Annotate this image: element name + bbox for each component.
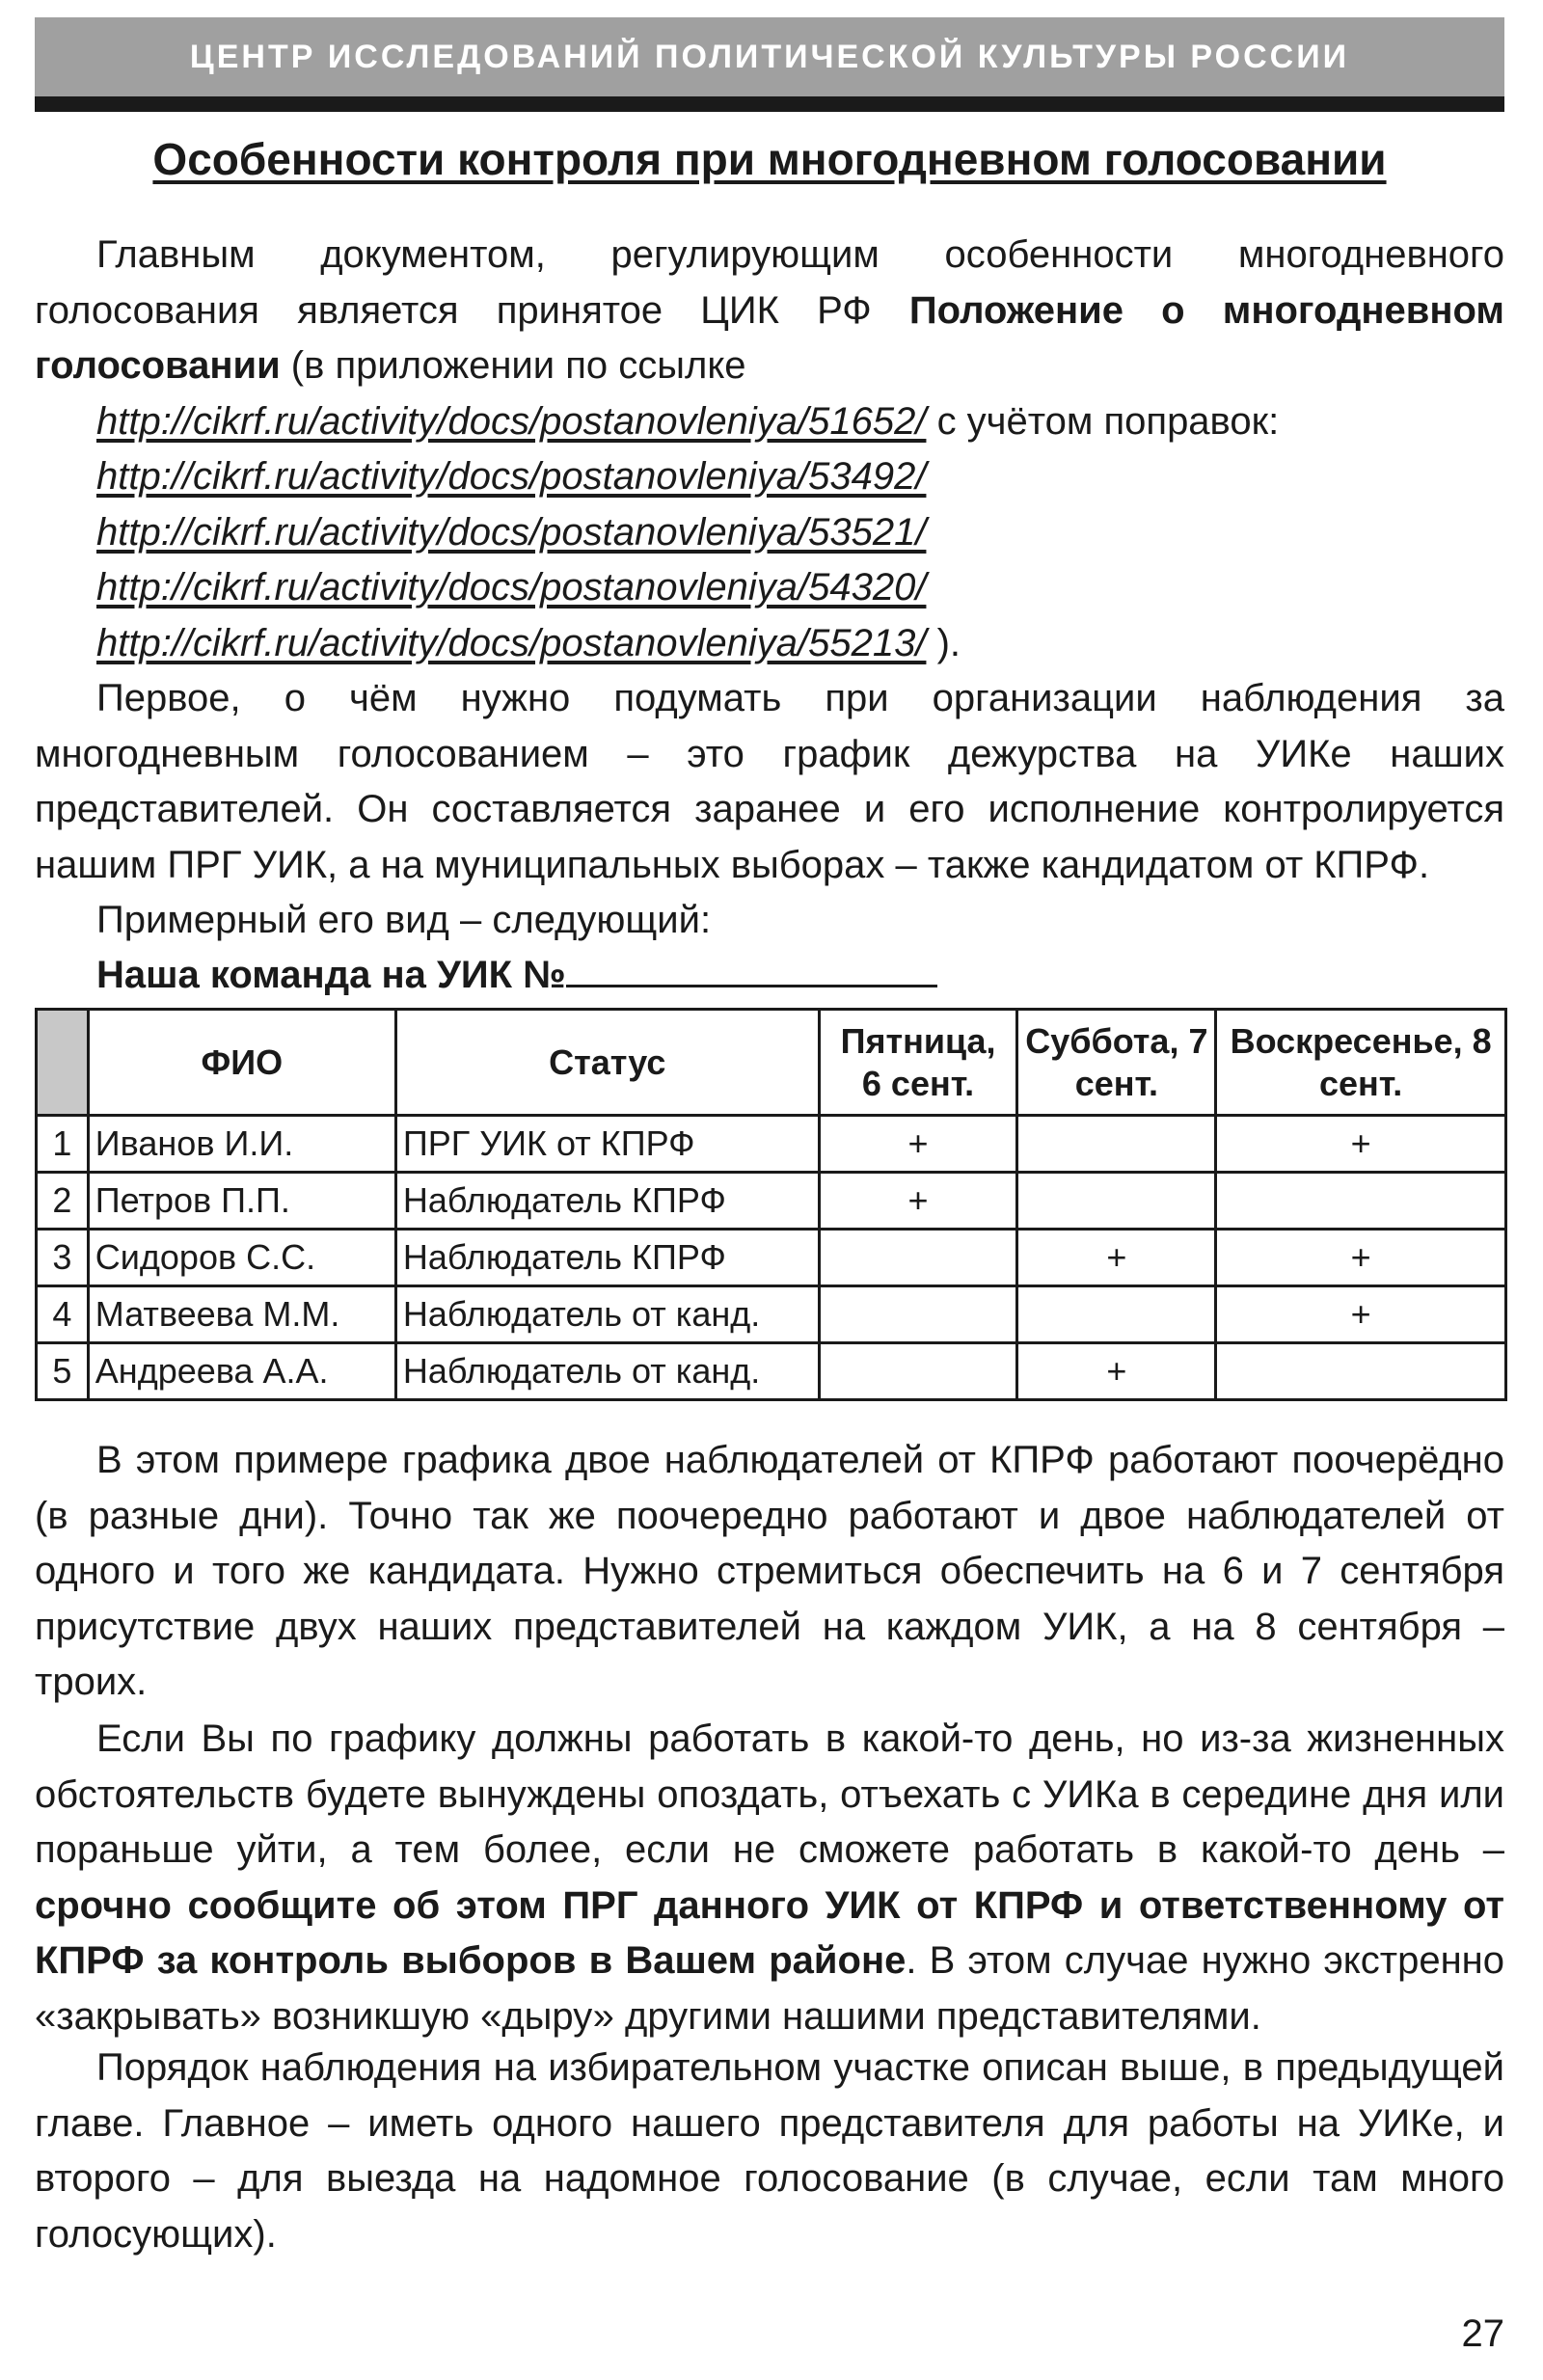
header-cell-saturday: Суббота, 7 сент. (1017, 1010, 1216, 1116)
row-number: 3 (37, 1230, 89, 1286)
link-1[interactable]: http://cikrf.ru/activity/docs/postanovleniya/51652/ (96, 399, 927, 443)
order-text: Порядок наблюдения на избирательном участке описан выше, в предыдущей главе. Главное – иметь одного нашего представителя для работы на УИКе, и второго – для выезда на надомное голосование (в случае, если там много голосующих). (35, 2046, 1504, 2256)
row-sunday-mark: + (1216, 1230, 1506, 1286)
rotation-text: В этом примере графика двое наблюдателей от КПРФ работают поочерёдно (в разные дни). Точно так же поочередно работают и двое наблюдателей от одного и того же кандидата. Нужно стремиться обеспечить на 6 и 7 сентября присутствие двух наших представителей на каждом УИК, а на 8 сентября – троих. (35, 1439, 1504, 1703)
intro-after-link: с учётом поправок: (926, 399, 1280, 443)
row-sunday-mark: + (1216, 1286, 1506, 1343)
order-paragraph (35, 2041, 1504, 2262)
row-number: 4 (37, 1286, 89, 1343)
schedule-text: Первое, о чём нужно подумать при организации наблюдения за многодневным голосованием – это график дежурства на УИКе наших представителей. Он составляется заранее и его исполнение контролируется нашим ПРГ УИК, а на муниципальных выборах – также кандидатом от КПРФ. (35, 677, 1504, 886)
intro-text-1: Главным документом, регулирующим особенности многодневного голосования является принятое ЦИК РФ (35, 233, 1504, 332)
header-cell-status: Статус (395, 1010, 819, 1116)
row-sunday-mark (1216, 1173, 1506, 1230)
row-status: ПРГ УИК от КПРФ (395, 1116, 819, 1173)
page-number: 27 (1461, 2312, 1504, 2355)
duty-schedule-table (35, 1008, 1507, 1401)
team-label-line (35, 948, 1504, 1004)
intro-paragraph (35, 228, 1504, 671)
header-cell-friday: Пятница, 6 сент. (819, 1010, 1017, 1116)
schedule-paragraph (35, 671, 1504, 893)
link-5[interactable]: http://cikrf.ru/activity/docs/postanovleniya/55213/ (96, 621, 927, 664)
intro-closing: ). (926, 621, 961, 664)
header-cell-sunday: Воскресенье, 8 сент. (1216, 1010, 1506, 1116)
team-label: Наша команда на УИК № (96, 954, 566, 996)
absence-text-2: . В этом случае нужно экстренно «закрывать» возникшую «дыру» другими нашими представителями. (35, 1939, 1504, 2038)
intro-text-2: (в приложении по ссылке (280, 344, 746, 387)
row-name: Петров П.П. (88, 1173, 395, 1230)
row-friday-mark (819, 1343, 1017, 1400)
row-saturday-mark (1017, 1286, 1216, 1343)
row-name: Сидоров С.С. (88, 1230, 395, 1286)
row-saturday-mark: + (1017, 1343, 1216, 1400)
row-status: Наблюдатель от канд. (395, 1343, 819, 1400)
row-friday-mark: + (819, 1116, 1017, 1173)
table-row (37, 1116, 1506, 1173)
header-rule (35, 96, 1504, 112)
row-name: Матвеева М.М. (88, 1286, 395, 1343)
header-cell-number (37, 1010, 89, 1116)
row-sunday-mark: + (1216, 1116, 1506, 1173)
link-3[interactable]: http://cikrf.ru/activity/docs/postanovleniya/53521/ (96, 510, 927, 554)
row-friday-mark (819, 1230, 1017, 1286)
row-name: Иванов И.И. (88, 1116, 395, 1173)
row-number: 5 (37, 1343, 89, 1400)
table-row (37, 1230, 1506, 1286)
intro-bold: Положение о многодневном голосовании (35, 288, 1504, 387)
row-number: 1 (37, 1116, 89, 1173)
link-2[interactable]: http://cikrf.ru/activity/docs/postanovleniya/53492/ (96, 455, 927, 498)
link-4[interactable]: http://cikrf.ru/activity/docs/postanovleniya/54320/ (96, 566, 927, 609)
running-header (35, 17, 1504, 96)
header-cell-name: ФИО (88, 1010, 395, 1116)
table-row (37, 1286, 1506, 1343)
uik-number-blank (566, 948, 937, 987)
table-row (37, 1173, 1506, 1230)
running-header-title: ЦЕНТР ИССЛЕДОВАНИЙ ПОЛИТИЧЕСКОЙ КУЛЬТУРЫ РОССИИ (189, 38, 1350, 75)
absence-paragraph (35, 1712, 1504, 2044)
row-sunday-mark (1216, 1343, 1506, 1400)
row-saturday-mark: + (1017, 1230, 1216, 1286)
table-row (37, 1343, 1506, 1400)
row-friday-mark (819, 1286, 1017, 1343)
row-saturday-mark (1017, 1173, 1216, 1230)
page-title: Особенности контроля при многодневном голосовании (152, 134, 1387, 184)
absence-text-1: Если Вы по графику должны работать в какой-то день, но из-за жизненных обстоятельств будете вынуждены опоздать, отъехать с УИКа в середине дня или пораньше уйти, а тем более, если не сможете работать в какой-то день – (35, 1717, 1504, 1871)
example-text: Примерный его вид – следующий: (96, 899, 712, 941)
row-friday-mark: + (819, 1173, 1017, 1230)
table-header-row (37, 1010, 1506, 1116)
row-status: Наблюдатель КПРФ (395, 1230, 819, 1286)
absence-bold: срочно сообщите об этом ПРГ данного УИК от КПРФ и ответственному от КПРФ за контроль выборов в Вашем районе (35, 1883, 1504, 1982)
row-name: Андреева А.А. (88, 1343, 395, 1400)
row-number: 2 (37, 1173, 89, 1230)
rotation-paragraph (35, 1433, 1504, 1711)
row-status: Наблюдатель от канд. (395, 1286, 819, 1343)
example-paragraph (35, 893, 1504, 949)
row-saturday-mark (1017, 1116, 1216, 1173)
row-status: Наблюдатель КПРФ (395, 1173, 819, 1230)
